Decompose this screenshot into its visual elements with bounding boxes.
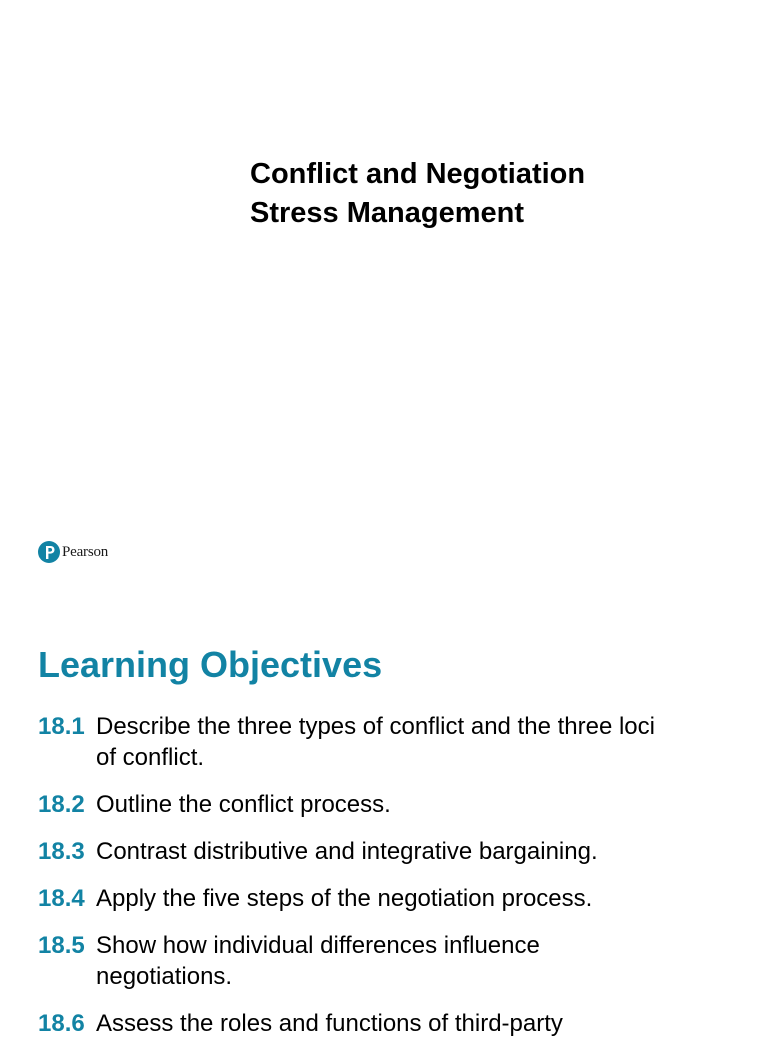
title-line-1: Conflict and Negotiation xyxy=(250,158,586,190)
objectives-list xyxy=(38,711,678,1055)
objective-number: 18.3 xyxy=(38,838,85,865)
objective-number: 18.6 xyxy=(38,1010,85,1037)
objective-text: Contrast distributive and integrative bargaining. xyxy=(96,838,598,865)
objective-text: Outline the conflict process. xyxy=(96,791,391,818)
objective-number: 18.1 xyxy=(38,713,85,740)
objective-text: Show how individual differences influence negotiations. xyxy=(96,932,540,990)
objective-item xyxy=(38,789,678,820)
objective-number: 18.5 xyxy=(38,932,85,959)
objective-text: Assess the roles and functions of third-party xyxy=(96,1010,563,1037)
objective-text: Describe the three types of conflict and the three loci of conflict. xyxy=(96,713,655,771)
objective-item xyxy=(38,711,678,773)
slide-title xyxy=(250,155,585,233)
objective-number: 18.4 xyxy=(38,885,85,912)
pearson-p-icon xyxy=(38,540,60,564)
objective-item xyxy=(38,930,678,992)
pearson-logo xyxy=(38,540,108,564)
objective-item xyxy=(38,883,678,914)
objective-text: Apply the five steps of the negotiation process. xyxy=(96,885,593,912)
objective-number: 18.2 xyxy=(38,791,85,818)
objective-item xyxy=(38,836,678,867)
objectives-heading: Learning Objectives xyxy=(38,644,383,685)
title-line-2: Stress Management xyxy=(250,197,524,229)
logo-text: Pearson xyxy=(62,543,109,560)
